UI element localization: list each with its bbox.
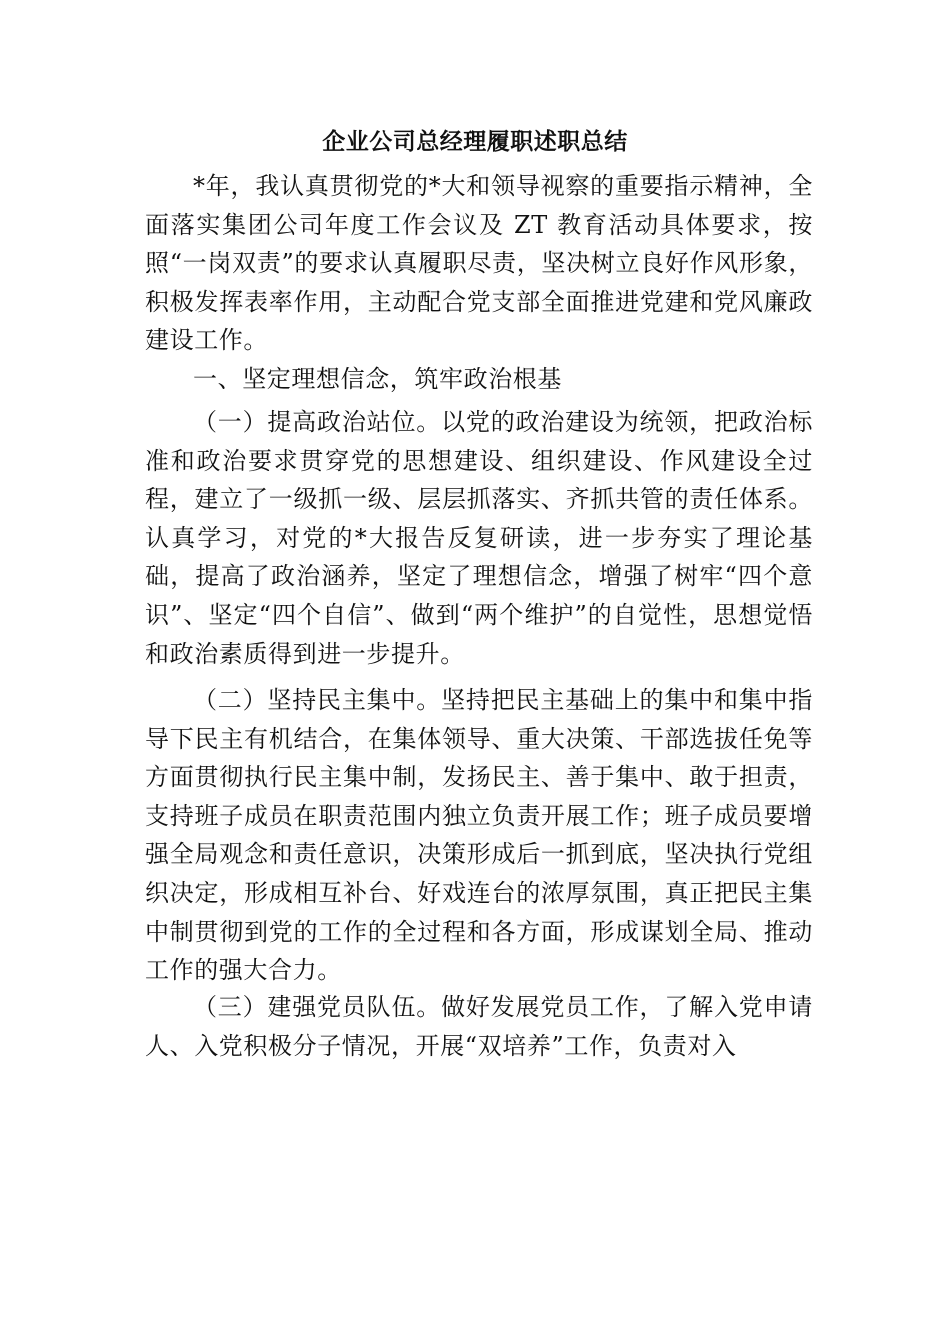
document-title: 企业公司总经理履职述职总结 (322, 128, 628, 155)
section-heading-1: 一、坚定理想信念，筑牢政治根基 (193, 365, 562, 393)
paragraph-item-3: （三）建强党员队伍。做好发展党员工作，了解入党申请人、入党积极分子情况，开展“双培养”工作，负责对入 (145, 993, 813, 1060)
intro-paragraph: *年，我认真贯彻党的*大和领导视察的重要指示精神，全面落实集团公司年度工作会议及 ZT 教育活动具体要求，按照“一岗双责”的要求认真履职尽责，坚决树立良好作风形象，积极发挥表率作用，主动配合党支部全面推进党建和党风廉政建设工作。 (145, 172, 813, 355)
paragraph-item-2: （二）坚持民主集中。坚持把民主基础上的集中和集中指导下民主有机结合，在集体领导、重大决策、干部选拔任免等方面贯彻执行民主集中制，发扬民主、善于集中、敢于担责，支持班子成员在职责范围内独立负责开展工作；班子成员要增强全局观念和责任意识，决策形成后一抓到底，坚决执行党组织决定，形成相互补台、好戏连台的浓厚氛围，真正把民主集中制贯彻到党的工作的全过程和各方面，形成谋划全局、推动工作的强大合力。 (145, 686, 813, 985)
paragraph-item-1: （一）提高政治站位。以党的政治建设为统领，把政治标准和政治要求贯穿党的思想建设、组织建设、作风建设全过程，建立了一级抓一级、层层抓落实、齐抓共管的责任体系。认真学习，对党的*大报告反复研读，进一步夯实了理论基础，提高了政治涵养，坚定了理想信念，增强了树牢“四个意识”、坚定“四个自信”、做到“两个维护”的自觉性，思想觉悟和政治素质得到进一步提升。 (145, 408, 813, 668)
